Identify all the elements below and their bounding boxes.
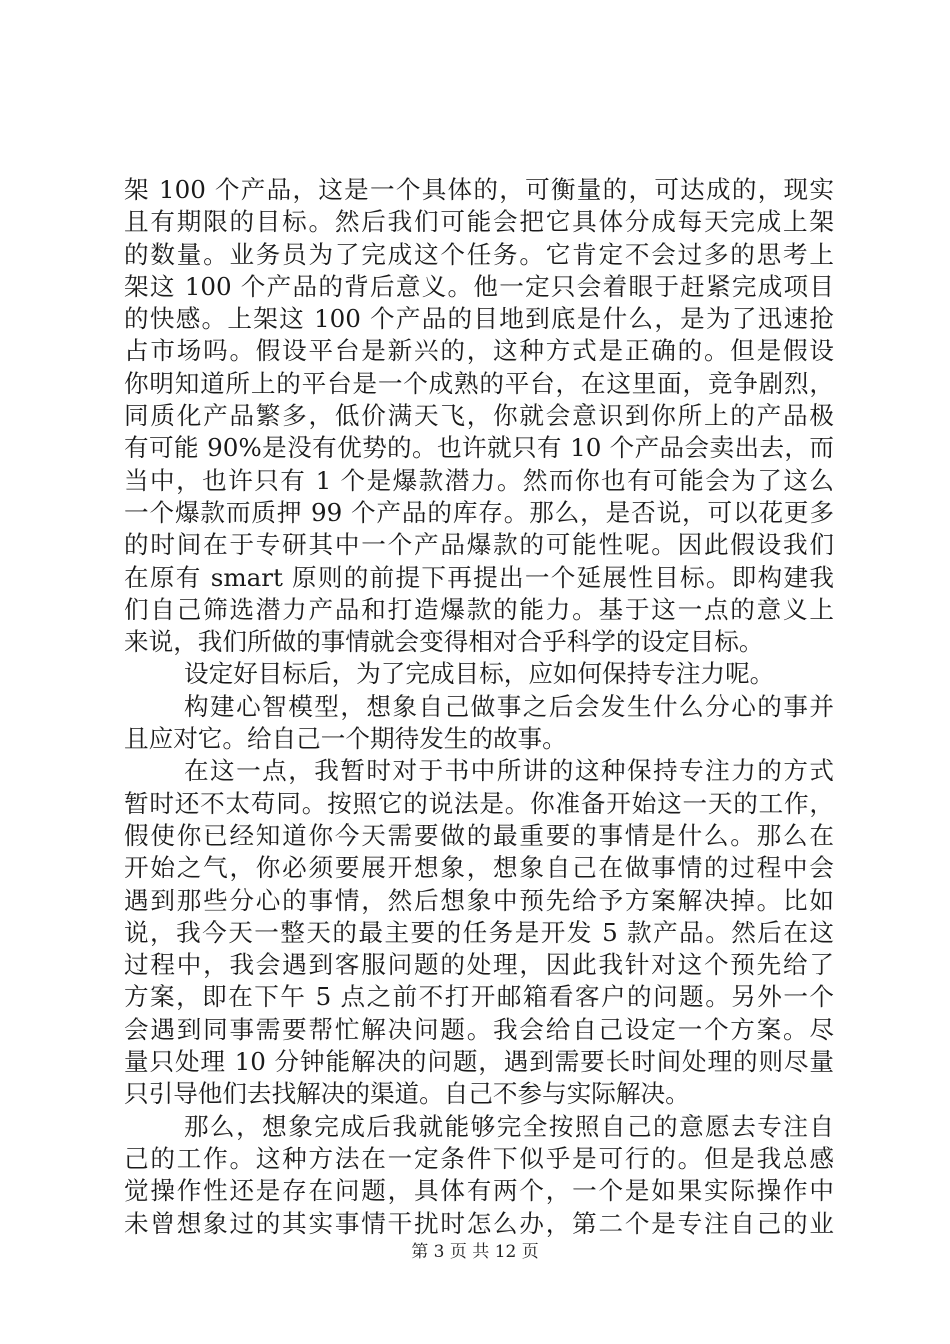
text-line: 们自己筛选潜力产品和打造爆款的能力。基于这一点的意义上: [124, 594, 834, 624]
text-line: 当中，也许只有 1 个是爆款潜力。然而你也有可能会为了这么: [124, 465, 834, 495]
text-line: 暂时还不太苟同。按照它的说法是。你准备开始这一天的工作，: [124, 788, 834, 818]
text-line: 说，我今天一整天的最主要的任务是开发 5 款产品。然后在这: [124, 917, 834, 947]
text-line: 有可能 90%是没有优势的。也许就只有 10 个产品会卖出去，而: [124, 433, 834, 463]
text-line: 那么，想象完成后我就能够完全按照自己的意愿去专注自: [184, 1111, 834, 1141]
text-line: 构建心智模型，想象自己做事之后会发生什么分心的事并: [184, 691, 834, 721]
text-line: 量只处理 10 分钟能解决的问题，遇到需要长时间处理的则尽量: [124, 1047, 834, 1077]
page-footer: 第 3 页 共 12 页: [411, 1242, 539, 1262]
text-line: 占市场吗。假设平台是新兴的，这种方式是正确的。但是假设: [124, 336, 834, 366]
body-text: [124, 174, 834, 1240]
text-line: 架这 100 个产品的背后意义。他一定只会着眼于赶紧完成项目: [124, 271, 834, 301]
text-line: 的数量。业务员为了完成这个任务。它肯定不会过多的思考上: [124, 239, 834, 269]
text-line: 遇到那些分心的事情，然后想象中预先给予方案解决掉。比如: [124, 885, 834, 915]
text-line: 觉操作性还是存在问题，具体有两个，一个是如果实际操作中: [124, 1176, 834, 1206]
text-line: 过程中，我会遇到客服问题的处理，因此我针对这个预先给了: [124, 950, 834, 980]
text-line: 架 100 个产品，这是一个具体的，可衡量的，可达成的，现实: [124, 175, 834, 204]
text-line: 己的工作。这种方法在一定条件下似乎是可行的。但是我总感: [124, 1143, 834, 1173]
text-line: 同质化产品繁多，低价满天飞，你就会意识到你所上的产品极: [124, 401, 834, 431]
text-line: 方案，即在下午 5 点之前不打开邮箱看客户的问题。另外一个: [124, 982, 834, 1012]
text-line: 的快感。上架这 100 个产品的目地到底是什么，是为了迅速抢: [124, 304, 834, 334]
text-line: 在原有 smart 原则的前提下再提出一个延展性目标。即构建我: [124, 562, 834, 592]
text-line: 会遇到同事需要帮忙解决问题。我会给自己设定一个方案。尽: [124, 1014, 834, 1044]
text-line: 且应对它。给自己一个期待发生的故事。: [124, 724, 567, 754]
text-line: 设定好目标后，为了完成目标，应如何保持专注力呢。: [184, 659, 775, 689]
text-line: 你明知道所上的平台是一个成熟的平台，在这里面，竞争剧烈，: [124, 368, 834, 398]
text-line: 且有期限的目标。然后我们可能会把它具体分成每天完成上架: [124, 207, 834, 237]
text-line: 在这一点，我暂时对于书中所讲的这种保持专注力的方式: [184, 756, 834, 786]
text-line: 来说，我们所做的事情就会变得相对合乎科学的设定目标。: [124, 627, 764, 657]
text-line: 开始之气，你必须要展开想象，想象自己在做事情的过程中会: [124, 853, 834, 883]
text-line: 一个爆款而质押 99 个产品的库存。那么，是否说，可以花更多: [124, 497, 834, 527]
text-line: 只引导他们去找解决的渠道。自己不参与实际解决。: [124, 1079, 690, 1109]
text-line: 未曾想象过的其实事情干扰时怎么办，第二个是专注自己的业: [124, 1208, 834, 1238]
text-line: 的时间在于专研其中一个产品爆款的可能性呢。因此假设我们: [124, 530, 834, 560]
text-line: 假使你已经知道你今天需要做的最重要的事情是什么。那么在: [124, 820, 834, 850]
